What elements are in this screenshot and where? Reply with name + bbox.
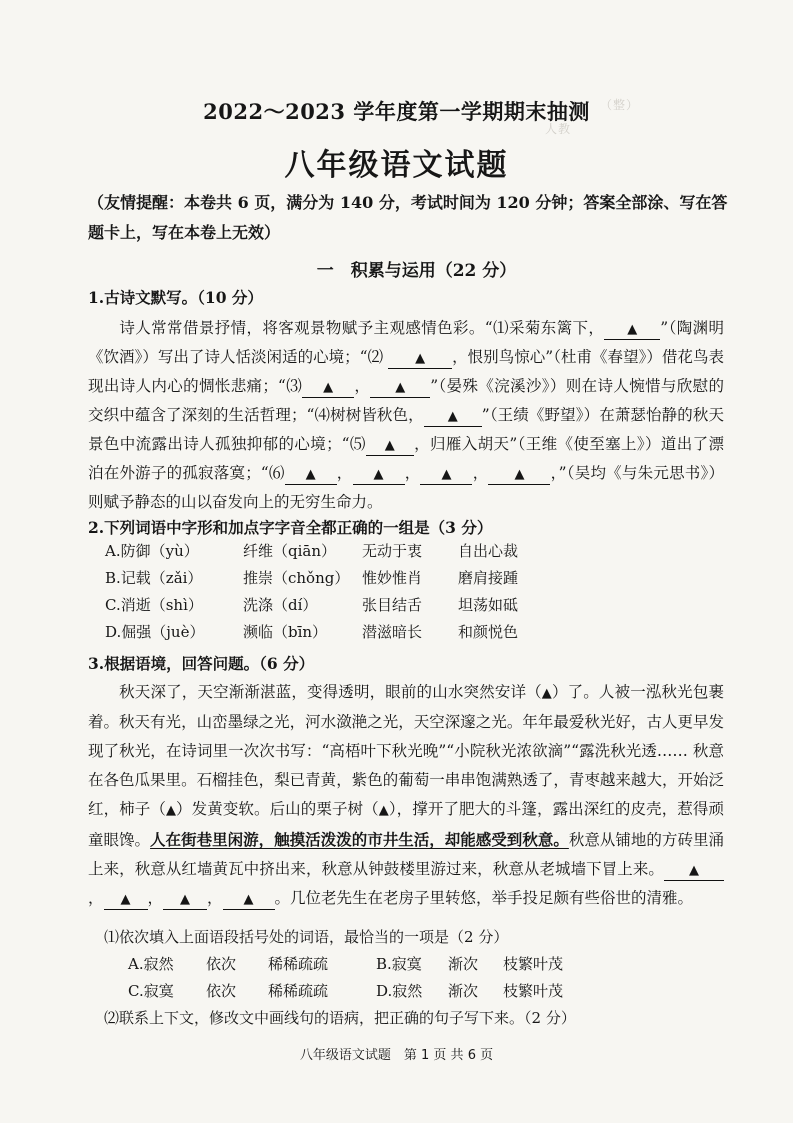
bleed-through-text-2: 人教 [545,122,572,136]
sub-question-2: ⑵联系上下文，修改文中画线句的语病，把正确的句子写下来。（2 分） [104,1009,576,1027]
exam-title: 2022～2023 学年度第一学期期末抽测 [203,99,590,124]
sub1-option-c-3: 稀稀疏疏 [268,982,329,1000]
sub1-option-b-3: 枝繁叶茂 [503,955,564,973]
question-1-text: 诗人常常借景抒情，将客观景物赋予主观感情色彩。“⑴采菊东篱下， ▲ ”（陶渊明《饮酒》）写出了诗人恬淡闲适的心境；“⑵ ▲ ，恨别鸟惊心”（杜甫《春望》）借花鸟表现出诗人内心的惆怅悲痛；“⑶ ▲ ， ▲ ”（晏殊《浣溪沙》）则在诗人惋惜与欣慰的交织中蕴含了深刻的生活哲理；“⑷树树皆秋色， ▲ ”（王绩《野望》）在萧瑟怡静的秋天景色中流露出诗人孤独抑郁的心境；“⑸ ▲ ，归雁入胡天”（王维《使至塞上》）道出了漂泊在外游子的孤寂落寞；“⑹ ▲ ， ▲ ， ▲ ， ▲ ，”（吴均《与朱元思书》）则赋予静态的山以奋发向上的无穷生命力。 [88,319,724,511]
question-2-head: 2.下列词语中字形和加点字字音全都正确的一组是（3 分） [88,518,493,537]
answer-blank: ▲ [366,435,414,456]
answer-blank: ▲ [370,377,430,398]
option-c-word4: 坦荡如砥 [458,596,519,614]
question-3-passage: 秋天深了，天空渐渐湛蓝，变得透明，眼前的山水突然安详（▲）了。人被一泓秋光包裹着。秋天有光，山峦墨绿之光，河水潋滟之光，天空深邃之光。年年最爱秋光好，古人更早发现了秋光，在诗词里一次次书写：“高梧叶下秋光晚”“小院秋光浓欲滴”“露洗秋光透…… 秋意在各色瓜果里。石榴挂色，梨已青黄，紫色的葡萄一串串饱满熟透了，青枣越来越大，开始泛红，柿子（▲）发黄变软。后山的栗子树（▲），撑开了肥大的斗篷，露出深红的皮壳，惹得顽童眼馋。人在街巷里闲游，触摸活泼泼的市井生活，却能感受到秋意。秋意从铺地的方砖里涌上来，秋意从红墙黄瓦中挤出来，秋意从钟鼓楼里游过来，秋意从老城墙下冒上来。 ▲， ▲ ， ▲ ， ▲ 。几位老先生在老房子里转悠，举手投足颇有些俗世的清雅。 [88,678,724,913]
option-d-word2: 濒临（bīn） [243,623,328,641]
sub1-option-d-1: D.寂然 [376,982,423,1000]
answer-blank: ▲ [424,406,482,427]
answer-blank: ▲ [353,464,405,485]
answer-blank: ▲ [488,464,550,485]
question-3-head: 3.根据语境，回答问题。（6 分） [88,654,315,673]
sub1-option-a-3: 稀稀疏疏 [268,955,329,973]
option-c-word3: 张目结舌 [362,596,423,614]
answer-blank: ▲ [163,889,207,910]
option-b-word2: 推崇（chǒng） [243,569,350,587]
sub-question-1: ⑴依次填入上面语段括号处的词语，最恰当的一项是（2 分） [104,928,509,946]
option-d-word1: D.倔强（juè） [105,623,205,641]
option-a-word1: A.防御（yù） [105,542,199,560]
question-1-head: 1.古诗文默写。（10 分） [88,288,263,307]
answer-blank: ▲ [388,348,452,369]
bleed-through-text: （整） [600,98,640,112]
subject-title: 八年级语文试题 [284,148,509,183]
answer-blank: ▲ [302,377,354,398]
option-d-word4: 和颜悦色 [458,623,519,641]
option-a-word2: 纤维（qiān） [243,542,337,560]
sub1-option-d-3: 枝繁叶茂 [503,982,564,1000]
option-b-word4: 磨肩接踵 [458,569,519,587]
option-a-word4: 自出心裁 [458,542,519,560]
option-b-word3: 惟妙惟肖 [362,569,423,587]
answer-blank: ▲ [420,464,472,485]
sub1-option-a-1: A.寂然 [128,955,174,973]
option-b-word1: B.记载（zǎi） [105,569,203,587]
underlined-sentence: 人在街巷里闲游，触摸活泼泼的市井生活，却能感受到秋意。 [150,830,569,849]
option-d-word3: 潜滋暗长 [362,623,423,641]
answer-blank: ▲ [104,889,148,910]
option-a-word3: 无动于衷 [362,542,423,560]
sub1-option-d-2: 渐次 [448,982,479,1000]
answer-blank: ▲ [285,464,337,485]
answer-blank: ▲ [604,319,660,340]
exam-notice: （友情提醒：本卷共 6 页，满分为 140 分，考试时间为 120 分钟；答案全部涂、写在答题卡上，写在本卷上无效） [88,193,728,242]
sub1-option-c-1: C.寂寞 [128,982,174,1000]
answer-blank: ▲ [664,860,724,881]
page-footer: 八年级语文试题 第 1 页 共 6 页 [299,1048,494,1063]
option-c-word1: C.消逝（shì） [105,596,203,614]
sub1-option-c-2: 依次 [206,982,237,1000]
sub1-option-b-2: 渐次 [448,955,479,973]
sub1-option-b-1: B.寂寞 [376,955,422,973]
section-title: 一 积累与运用（22 分） [316,261,517,281]
answer-blank: ▲ [223,889,275,910]
sub1-option-a-2: 依次 [206,955,237,973]
option-c-word2: 洗涤（dí） [243,596,318,614]
